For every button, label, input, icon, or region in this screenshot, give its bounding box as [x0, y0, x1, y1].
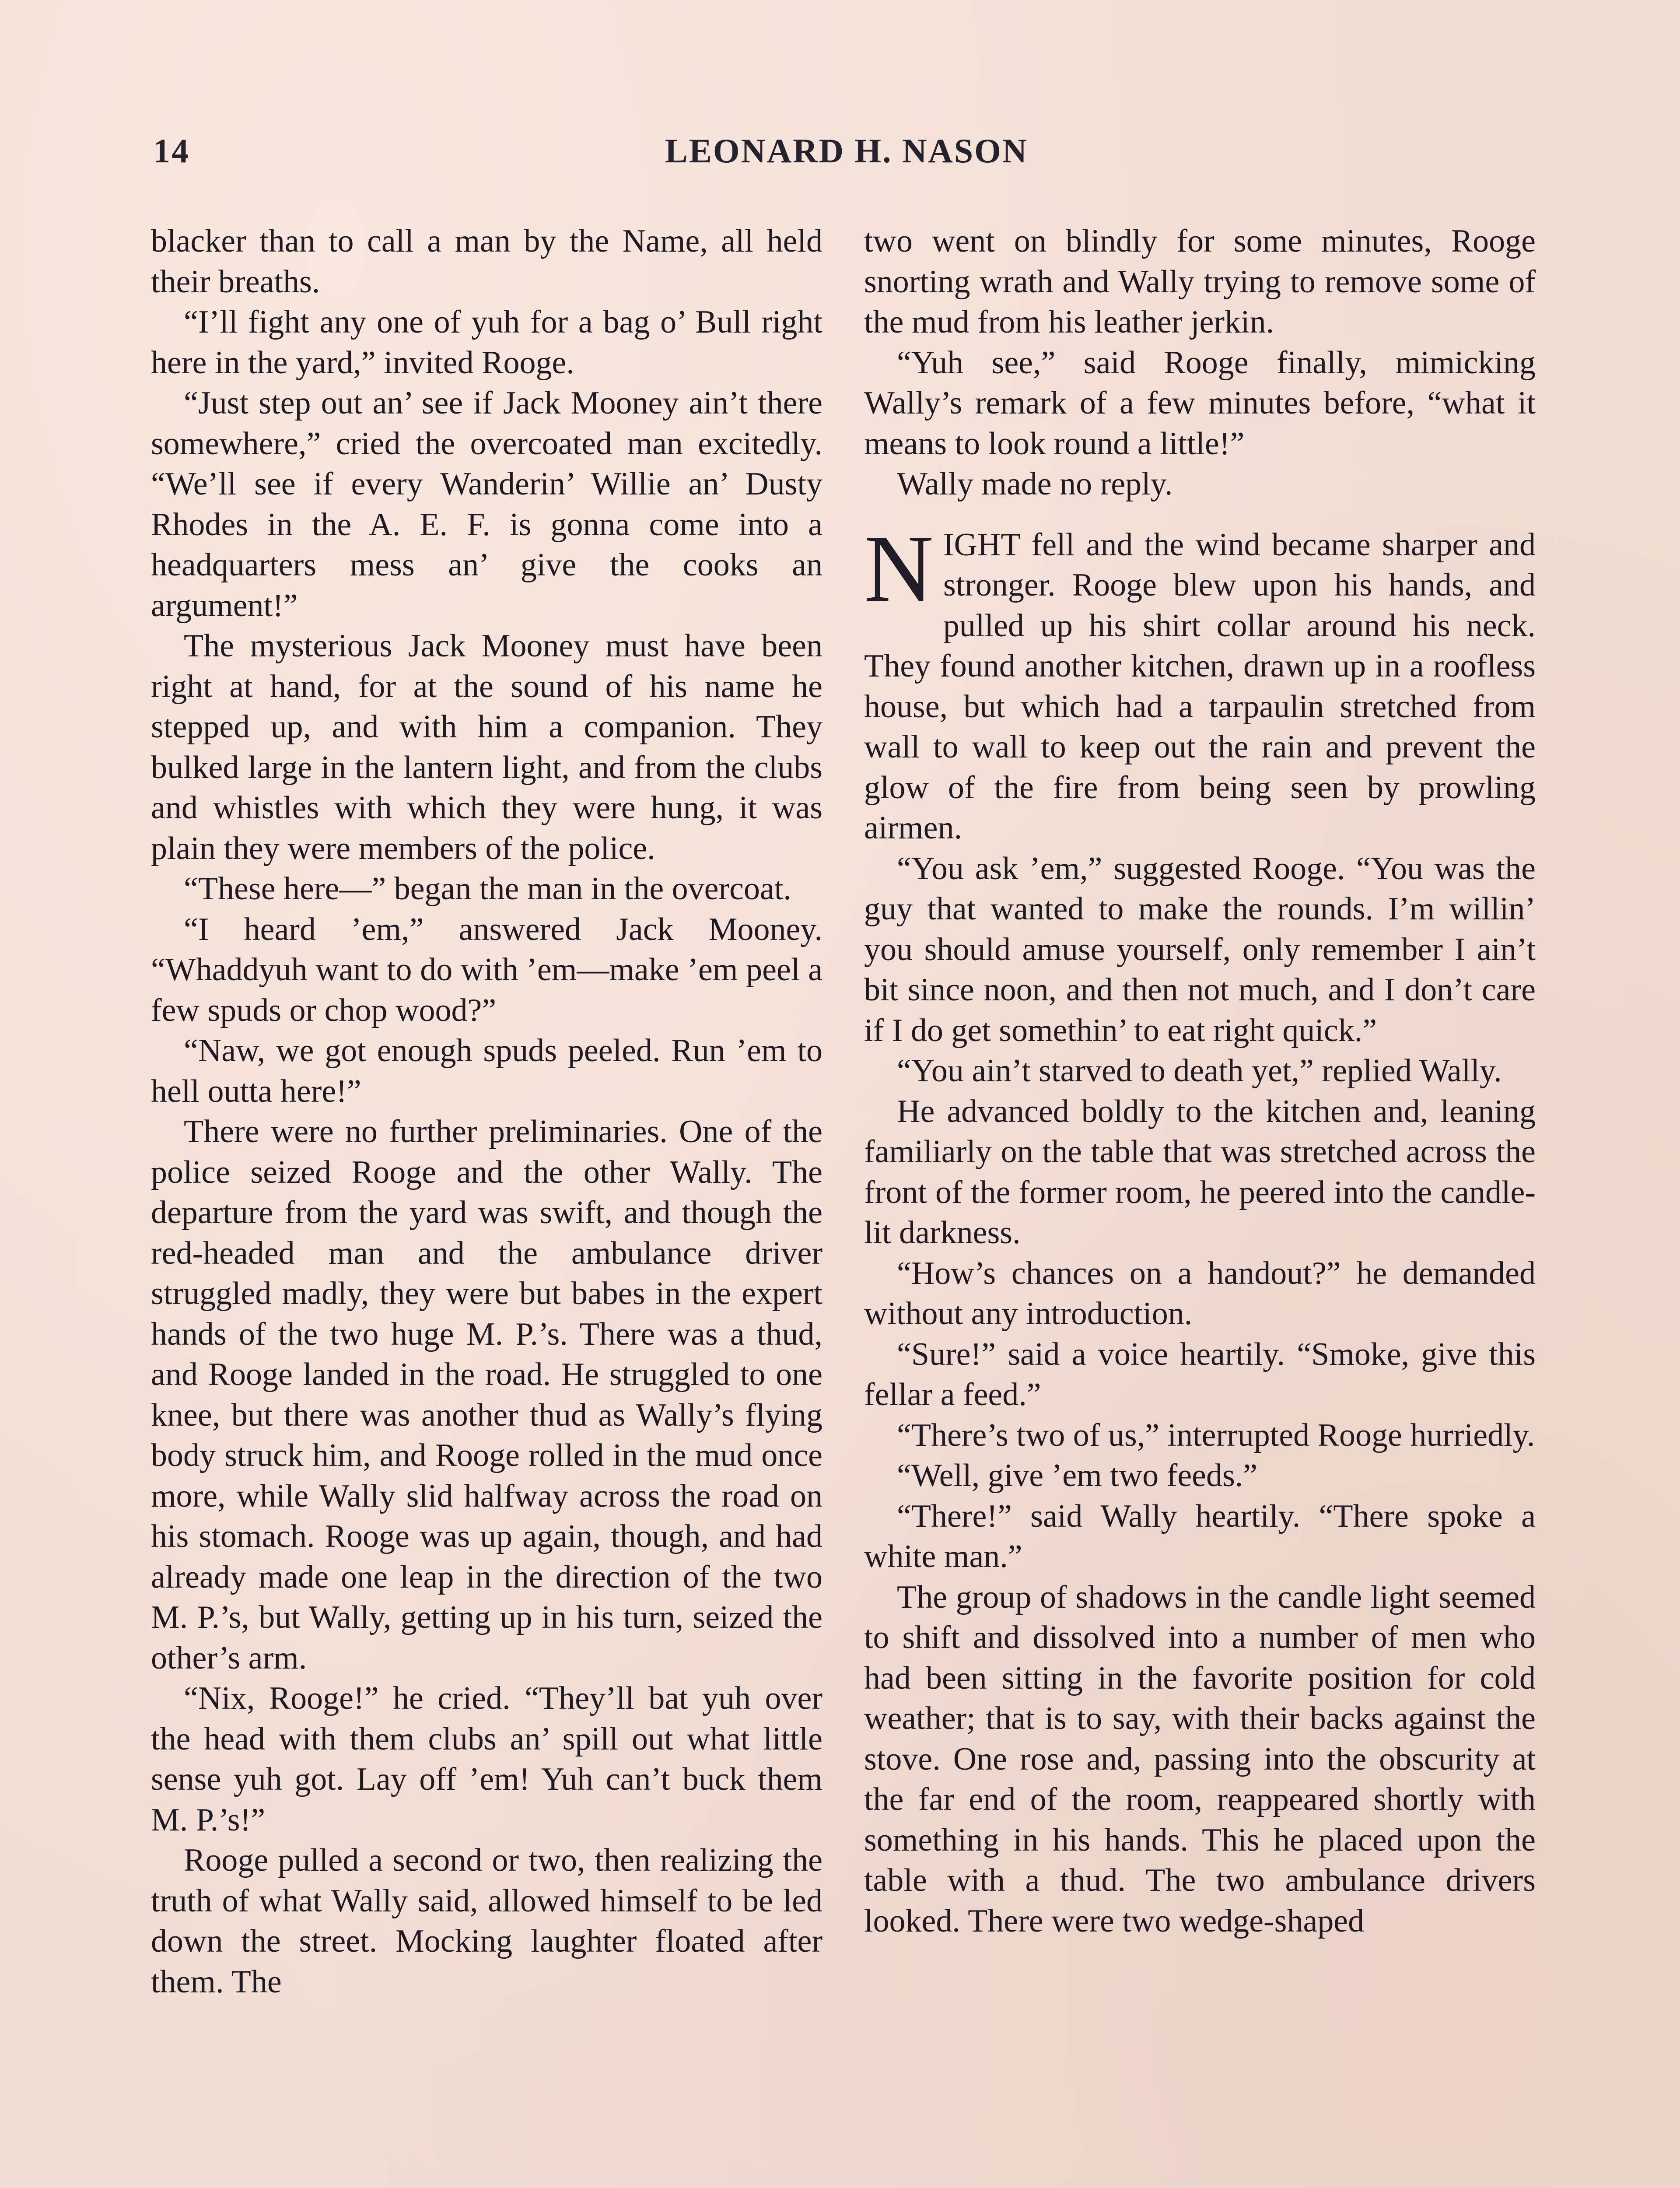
paragraph: Wally made no reply. — [897, 466, 1173, 502]
paragraph: two went on blindly for some minutes, Rooge snorting wrath and Wally trying to remove some of the mud from his leather jerkin. — [864, 223, 1536, 340]
paragraph: “Just step out an’ see if Jack Mooney ain’t there somewhere,” cried the overcoated man excitedly. “We’ll see if every Wanderin’ Willie an’ Dusty Rhodes in the A. E. F. is gonna come into a headquarters mess an’ give the cooks an argument!” — [151, 385, 822, 624]
paragraph: “Sure!” said a voice heartily. “Smoke, give this fellar a feed.” — [864, 1336, 1536, 1413]
paragraph: “You ain’t starved to death yet,” replied Wally. — [897, 1053, 1502, 1089]
paragraph: “These here—” began the man in the overcoat. — [184, 871, 791, 907]
right-column — [864, 221, 1536, 1941]
drop-cap-letter: N — [864, 515, 934, 622]
page-number: 14 — [153, 132, 190, 170]
paragraph: There were no further preliminaries. One of the police seized Rooge and the other Wally. The departure from the yard was swift, and though the red-headed man and the ambulance driver struggled madly, they were but babes in the expert hands of the two huge M. P.’s. There was a thud, and Rooge landed in the road. He struggled to one knee, but there was another thud as Wally’s flying body struck him, and Rooge rolled in the mud once more, while Wally slid halfway across the road on his stomach. Rooge was up again, though, and had already made one leap in the direction of the two M. P.’s, but Wally, getting up in his turn, seized the other’s arm. — [151, 1114, 822, 1676]
paragraph: “You ask ’em,” suggested Rooge. “You was the guy that wanted to make the rounds. I’m willin’ you should amuse yourself, only remember I ain’t bit since noon, and then not much, and I don’t care if I do get somethin’ to eat right quick.” — [864, 850, 1536, 1048]
drop-cap-paragraph — [864, 515, 1536, 849]
left-column — [151, 221, 822, 2002]
paragraph: “Nix, Rooge!” he cried. “They’ll bat yuh over the head with them clubs an’ spill out what little sense yuh got. Lay off ’em! Yuh can’t buck them M. P.’s!” — [151, 1680, 822, 1838]
paragraph: The mysterious Jack Mooney must have been right at hand, for at the sound of his name he stepped up, and with him a companion. They bulked large in the lantern light, and from the clubs and whistles with which they were hung, it was plain they were members of the police. — [151, 628, 822, 866]
paragraph: Rooge pulled a second or two, then realizing the truth of what Wally said, allowed himself to be led down the street. Mocking laughter floated after them. The — [151, 1842, 822, 2000]
paragraph: “I heard ’em,” answered Jack Mooney. “Whaddyuh want to do with ’em—make ’em peel a few spuds or chop wood?” — [151, 911, 822, 1028]
paragraph: “I’ll fight any one of yuh for a bag o’ Bull right here in the yard,” invited Rooge. — [151, 304, 822, 381]
paragraph: He advanced boldly to the kitchen and, leaning familiarly on the table that was stretched across the front of the former room, he peered into the candle-lit darkness. — [864, 1093, 1536, 1251]
paragraph: “Well, give ’em two feeds.” — [897, 1458, 1258, 1494]
paragraph: “Naw, we got enough spuds peeled. Run ’em to hell outta here!” — [151, 1033, 822, 1109]
drop-cap-text: IGHT fell and the wind became sharper and stronger. Rooge blew upon his hands, and pulled up his shirt collar around his neck. They found another kitchen, drawn up in a roofless house, but which had a tarpaulin stretched from wall to wall to keep out the rain and prevent the glow of the fire from being seen by prowling airmen. — [864, 526, 1536, 846]
paragraph: “There!” said Wally heartily. “There spoke a white man.” — [864, 1498, 1536, 1574]
section-break — [864, 505, 1536, 525]
paragraph: The group of shadows in the candle light seemed to shift and dissolved into a number of men who had been sitting in the favorite position for cold weather; that is to say, with their backs against the stove. One rose and, passing into the obscurity at the far end of the room, reappeared shortly with something in his hands. This he placed upon the table with a thud. The two ambulance drivers looked. There were two wedge-shaped — [864, 1579, 1536, 1939]
page-header — [153, 131, 1540, 179]
paragraph: blacker than to call a man by the Name, all held their breaths. — [151, 223, 822, 300]
paragraph: “How’s chances on a handout?” he demanded without any introduction. — [864, 1255, 1536, 1332]
paragraph: “There’s two of us,” interrupted Rooge hurriedly. — [897, 1417, 1535, 1453]
running-head: LEONARD H. NASON — [665, 132, 1029, 170]
paragraph: “Yuh see,” said Rooge finally, mimicking Wally’s remark of a few minutes before, “what it means to look round a little!” — [864, 344, 1536, 462]
